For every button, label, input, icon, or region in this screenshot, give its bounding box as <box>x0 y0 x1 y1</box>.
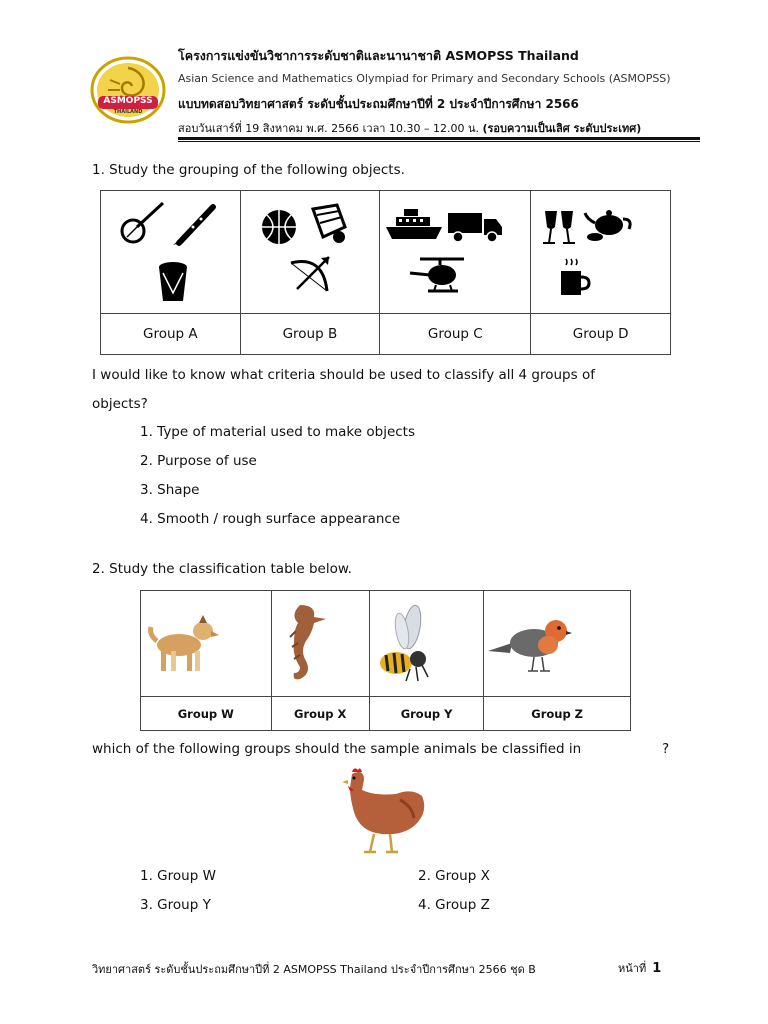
logo-subtext: THAILAND <box>113 109 143 115</box>
group-x-cell <box>271 591 369 697</box>
q2-option-2[interactable]: 2. Group X <box>418 868 490 884</box>
header-exam-date <box>178 119 641 137</box>
group-d-label: Group D <box>531 314 671 355</box>
q2-option-4[interactable]: 4. Group Z <box>418 897 490 913</box>
banjo-icon <box>122 203 163 242</box>
group-c-vehicles <box>380 197 510 307</box>
q1-grouping-table <box>100 190 671 355</box>
group-d-drinkware <box>531 197 651 307</box>
group-c-cell <box>380 191 531 314</box>
group-x-label: Group X <box>271 697 369 731</box>
header-exam-title: แบบทดสอบวิทยาศาสตร์ ระดับชั้นประถมศึกษาปีที่ 2 ประจำปีการศึกษา 2566 <box>178 97 579 111</box>
robin-image <box>484 609 574 679</box>
exam-round-text: (รอบความเป็นเลิศ ระดับประเทศ) <box>482 122 642 135</box>
seahorse-image <box>272 599 332 689</box>
group-a-instruments <box>101 197 221 307</box>
q2-prompt: 2. Study the classification table below. <box>92 561 352 577</box>
basketball-icon <box>262 210 296 244</box>
page-number-value: 1 <box>652 961 662 976</box>
drum-icon <box>159 262 187 301</box>
header-title: โครงการแข่งขันวิชาการระดับชาติและนานาชาติ ASMOPSS Thailand <box>178 48 579 63</box>
group-d-cell <box>531 191 671 314</box>
group-c-label: Group C <box>380 314 531 355</box>
group-y-cell <box>369 591 483 697</box>
page-footer: วิทยาศาสตร์ ระดับชั้นประถมศึกษาปีที่ 2 ASMOPSS Thailand ประจำปีการศึกษา 2566 ชุด B <box>92 963 536 976</box>
group-b-sports <box>241 197 361 307</box>
q2-option-1[interactable]: 1. Group W <box>140 868 216 884</box>
q1-option-2[interactable]: 2. Purpose of use <box>140 453 257 469</box>
q1-question-line1: I would like to know what criteria should be used to classify all 4 groups of <box>92 367 595 383</box>
truck-icon <box>448 213 502 242</box>
group-z-cell <box>484 591 631 697</box>
q2-question-mark: ? <box>662 741 670 757</box>
q1-option-1[interactable]: 1. Type of material used to make objects <box>140 424 416 440</box>
header-rule-thin <box>178 141 700 142</box>
q2-option-3[interactable]: 3. Group Y <box>140 897 211 913</box>
asmopss-logo <box>90 56 166 124</box>
page-number <box>618 959 661 977</box>
header-rule-thick <box>178 137 700 140</box>
group-b-label: Group B <box>240 314 380 355</box>
group-z-label: Group Z <box>484 697 631 731</box>
champagne-glasses-icon <box>543 211 575 243</box>
clarinet-icon <box>173 207 213 245</box>
group-a-cell <box>101 191 241 314</box>
dog-image <box>141 609 221 679</box>
exam-date-text: สอบวันเสาร์ที่ 19 สิงหาคม พ.ศ. 2566 เวลา 10.30 – 12.00 น. <box>178 122 479 135</box>
group-w-label: Group W <box>141 697 272 731</box>
teapot-icon <box>585 210 630 241</box>
ship-icon <box>386 209 442 239</box>
group-y-label: Group Y <box>369 697 483 731</box>
helicopter-icon <box>410 259 464 291</box>
group-b-cell <box>240 191 380 314</box>
q1-question-line2: objects? <box>92 396 148 412</box>
shuttlecock-icon <box>313 205 345 243</box>
hen-image <box>334 766 430 860</box>
q1-option-4[interactable]: 4. Smooth / rough surface appearance <box>140 511 401 527</box>
q1-prompt: 1. Study the grouping of the following objects. <box>92 162 405 178</box>
header-subtitle: Asian Science and Mathematics Olympiad for Primary and Secondary Schools (ASMOPSS) <box>178 72 671 85</box>
q2-classification-table <box>140 590 631 731</box>
q2-question: which of the following groups should the sample animals be classified in <box>92 741 582 757</box>
q1-option-3[interactable]: 3. Shape <box>140 482 200 498</box>
group-a-label: Group A <box>101 314 241 355</box>
coffee-mug-icon <box>561 259 589 295</box>
bee-image <box>370 601 440 686</box>
logo-text: ASMOPSS <box>103 96 153 106</box>
group-w-cell <box>141 591 272 697</box>
page-label: หน้าที่ <box>618 962 647 975</box>
bow-and-arrow-icon <box>291 257 329 291</box>
